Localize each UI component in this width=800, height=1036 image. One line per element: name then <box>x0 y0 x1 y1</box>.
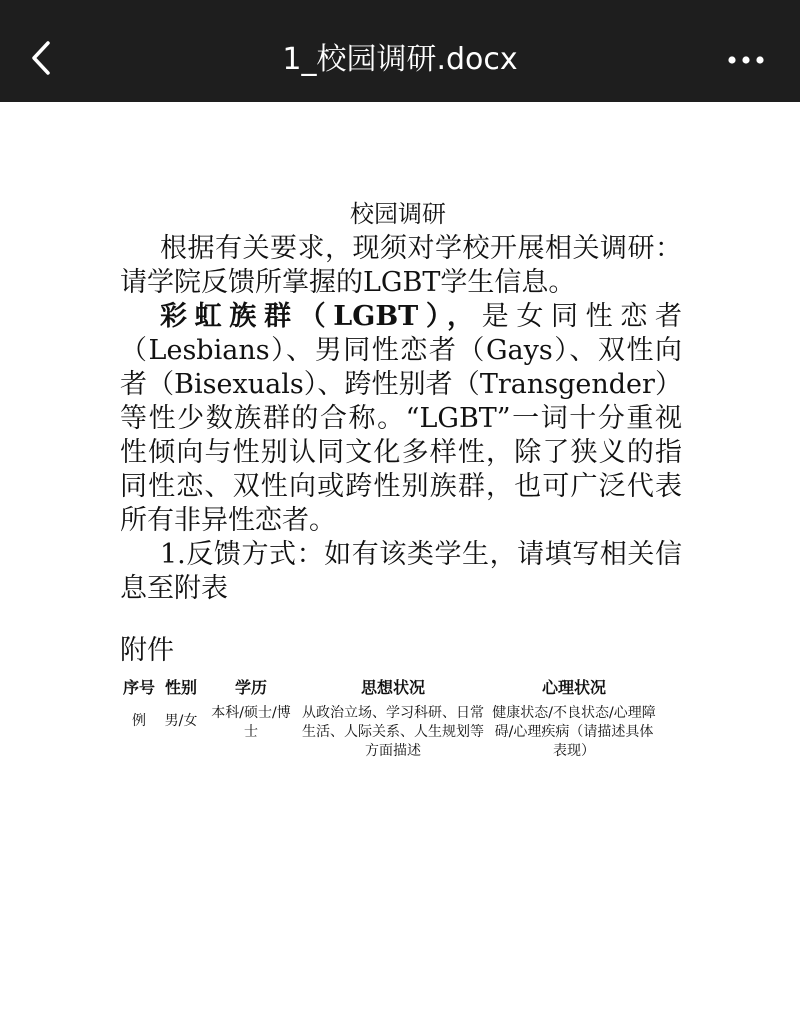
header-gender: 性别 <box>164 677 197 697</box>
header-education: 学历 <box>234 677 267 697</box>
cell-psychology: 健康状态/不良状态/心理障碍/心理疾病（请描述具体表现） <box>492 705 656 759</box>
header-ideology: 思想状况 <box>360 677 425 697</box>
cell-ideology: 从政治立场、学习科研、日常生活、人际关系、人生规划等方面描述 <box>302 705 484 759</box>
paragraph-request: 根据有关要求，现须对学校开展相关调研：请学院反馈所掌握的LGBT学生信息。 <box>120 233 682 298</box>
document-page <box>120 196 682 761</box>
table-row <box>120 700 660 761</box>
lgbt-term: 彩虹族群（LGBT）， <box>160 301 482 332</box>
header-psychology: 心理状况 <box>541 677 606 697</box>
app-header <box>0 0 800 102</box>
cell-index: 例 <box>132 713 146 729</box>
paragraph-definition <box>120 300 682 538</box>
attachment-table <box>120 672 660 761</box>
chevron-left-icon <box>22 38 62 78</box>
cell-education: 本科/硕士/博士 <box>211 705 291 740</box>
paragraph-feedback-method: 1.反馈方式：如有该类学生，请填写相关信息至附表 <box>120 539 682 604</box>
attachment-title: 附件 <box>120 635 174 666</box>
cell-gender: 男/女 <box>164 713 198 729</box>
more-button[interactable] <box>726 48 766 72</box>
document-heading: 校园调研 <box>350 200 446 228</box>
table-header-row <box>120 672 660 700</box>
definition-text: 是女同性恋者（Lesbians）、男同性恋者（Gays）、双性向者（Bisexuals）、跨性别者（Transgender）等性少数族群的合称。“LGBT”一词十分重视性倾向与性别认同文化多样性，除了狭义的指同性恋、双性向或跨性别族群，也可广泛代表所有非异性恋者。 <box>120 301 682 536</box>
document-title: 1_校园调研.docx <box>282 42 518 77</box>
more-horizontal-icon <box>726 48 766 72</box>
header-index: 序号 <box>122 677 155 697</box>
back-button[interactable] <box>22 38 62 78</box>
